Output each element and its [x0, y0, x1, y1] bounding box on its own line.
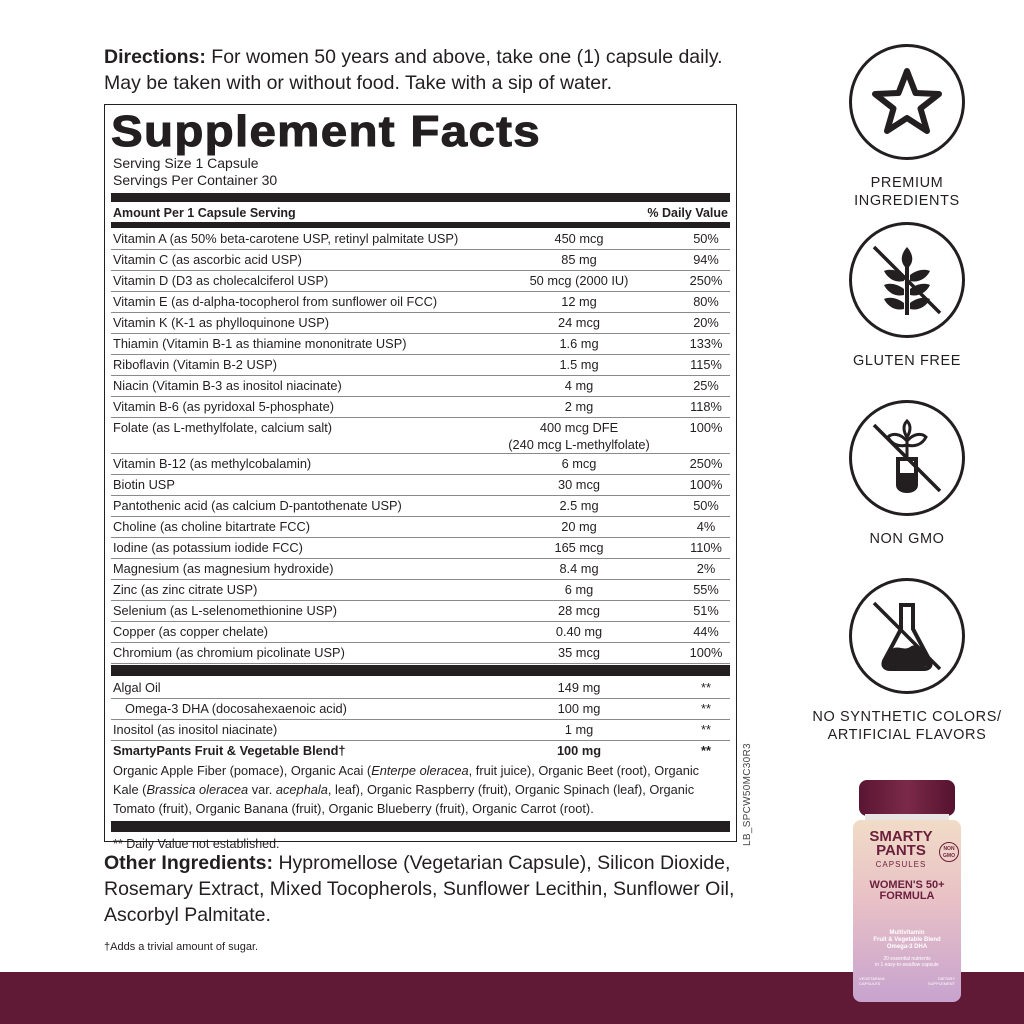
badge-non-gmo	[849, 400, 965, 548]
blend-name: SmartyPants Fruit & Vegetable Blend†	[113, 743, 346, 758]
nutrient-row	[111, 643, 730, 664]
nutrient-name: Biotin USP	[113, 477, 175, 492]
nutrient-dv: 25%	[693, 378, 719, 393]
nutrient-name: Vitamin E (as d-alpha-tocopherol from sunflower oil FCC)	[113, 294, 438, 309]
nutrient-dv: 118%	[690, 399, 722, 414]
product-bottle	[851, 778, 963, 1004]
star-icon	[852, 47, 962, 157]
nutrient-dv: 2%	[696, 561, 716, 576]
nutrient-row	[111, 517, 730, 538]
nutrient-amount: 100 mg	[557, 701, 601, 716]
nutrient-amount-line: (240 mcg L-methylfolate)	[508, 437, 650, 452]
nutrient-row	[111, 271, 730, 292]
nutrient-name: Choline (as choline bitartrate FCC)	[113, 519, 311, 534]
plant-test-tube-icon	[852, 403, 962, 513]
badge-label-line: ARTIFICIAL FLAVORS	[827, 727, 987, 743]
nutrient-row	[111, 250, 730, 271]
nutrient-name: Omega-3 DHA (docosahexaenoic acid)	[125, 701, 347, 716]
nutrient-name: Chromium (as chromium picolinate USP)	[113, 645, 345, 660]
nutrient-dv: **	[701, 701, 711, 716]
nutrient-amount: 2 mg	[564, 399, 594, 414]
nutrient-row	[111, 720, 730, 741]
bottle-brand	[851, 830, 951, 872]
nutrient-name: Vitamin K (K-1 as phylloquinone USP)	[113, 315, 329, 330]
nutrient-name: Algal Oil	[113, 680, 161, 695]
nutrient-row	[111, 678, 730, 699]
nutrient-amount: 12 mg	[561, 294, 597, 309]
facts-footnote: ** Daily Value not established.	[113, 837, 280, 851]
directions-body: For women 50 years and above, take one (1) capsule daily. May be taken with or without food. Take with a sip of water.	[104, 46, 723, 94]
bottle-sub-line: Fruit & Vegetable Blend	[873, 937, 941, 943]
nutrient-dv: 100%	[689, 477, 723, 492]
directions-text	[104, 44, 744, 96]
bottle-foot-left: VEGETARIAN CAPSULES	[859, 976, 885, 986]
blend-desc-italic: Enterpe oleracea	[371, 763, 469, 778]
nutrient-amount: 1 mg	[564, 722, 594, 737]
bottle-brand-line: PANTS	[876, 842, 926, 859]
nutrient-dv: 50%	[693, 231, 719, 246]
nutrient-amount: 2.5 mg	[559, 498, 599, 513]
nutrient-dv: 4%	[696, 519, 716, 534]
supplement-facts-panel	[104, 104, 737, 851]
nutrient-name: Copper (as copper chelate)	[113, 624, 269, 639]
nutrient-dv: 250%	[689, 273, 723, 288]
directions-label: Directions:	[104, 46, 206, 68]
nutrient-amount	[494, 419, 664, 451]
nutrient-amount: 30 mcg	[558, 477, 600, 492]
blend-desc-text: Organic Apple Fiber (pomace), Organic Acai (	[113, 763, 372, 778]
badge-label	[809, 174, 1005, 210]
nutrient-dv: 250%	[689, 456, 723, 471]
nutrient-name: Vitamin B-12 (as methylcobalamin)	[113, 456, 312, 471]
blend-desc-text: , fruit juice), Organic Beet (root), Organic Kale (	[113, 763, 700, 797]
nutrient-amount: 1.6 mg	[559, 336, 599, 351]
nutrient-name: Zinc (as zinc citrate USP)	[113, 582, 258, 597]
nutrient-row	[111, 334, 730, 355]
badge-circle	[849, 222, 965, 338]
sugar-note: †Adds a trivial amount of sugar.	[104, 941, 259, 953]
nutrient-name: Pantothenic acid (as calcium D-pantothenate USP)	[113, 498, 402, 513]
nutrient-row	[111, 418, 730, 454]
badge-label	[809, 530, 1005, 548]
nutrient-name: Thiamin (Vitamin B-1 as thiamine mononitrate USP)	[113, 336, 407, 351]
bottle-sub-line: Multivitamin	[889, 930, 925, 936]
nutrient-amount: 8.4 mg	[559, 561, 599, 576]
bottle-tagline	[851, 956, 963, 968]
nutrient-name: Vitamin A (as 50% beta-carotene USP, retinyl palmitate USP)	[113, 231, 459, 246]
nutrient-name: Selenium (as L-selenomethionine USP)	[113, 603, 338, 618]
nutrient-amount: 165 mcg	[554, 540, 604, 555]
bottle-foot-right: DIETARY SUPPLEMENT	[927, 976, 955, 986]
nutrient-amount: 20 mg	[561, 519, 597, 534]
facts-title: Supplement Facts	[111, 107, 542, 156]
blend-amount: 100 mg	[556, 743, 602, 758]
blend-description	[111, 761, 730, 821]
badge-label-line: NO SYNTHETIC COLORS/	[812, 709, 1002, 725]
servings-per-container: Servings Per Container 30	[113, 172, 278, 188]
blend-desc-text: , leaf), Organic Raspberry (fruit), Organic Spinach (leaf), Organic Tomato (fruit), Organic Banana (fruit), Organic Blueberry (fruit), Organic Carrot (root).	[113, 782, 695, 816]
badge-circle	[849, 400, 965, 516]
nutrient-amount: 6 mcg	[561, 456, 597, 471]
nutrient-amount: 24 mcg	[558, 315, 600, 330]
nutrient-name: Iodine (as potassium iodide FCC)	[113, 540, 303, 555]
nutrient-amount: 149 mg	[557, 680, 601, 695]
blend-dv: **	[701, 743, 711, 758]
badge-label-line: PREMIUM	[870, 175, 944, 191]
nutrient-dv: 133%	[689, 336, 723, 351]
nutrient-dv: 50%	[693, 498, 719, 513]
nutrient-row	[111, 622, 730, 643]
nutrient-dv: 110%	[690, 540, 722, 555]
divider-thick	[111, 665, 730, 676]
nutrient-name: Vitamin D (D3 as cholecalciferol USP)	[113, 273, 329, 288]
nutrient-row	[111, 496, 730, 517]
bottle-product-name	[851, 880, 963, 902]
badge-label-line: INGREDIENTS	[854, 193, 960, 209]
bottle-tag-line: in 1 easy-to-swallow capsule	[875, 962, 939, 968]
blend-row	[111, 741, 730, 761]
nutrient-dv: 100%	[689, 420, 723, 435]
nutrient-dv: 94%	[693, 252, 719, 267]
bottle-sub-line: Omega-3 DHA	[886, 944, 928, 950]
vitamin-list	[111, 229, 730, 664]
label-code: LB_SPCW50MC30R3	[742, 743, 753, 846]
nutrient-row	[111, 355, 730, 376]
nutrient-dv: 100%	[689, 645, 723, 660]
nutrient-dv: 20%	[693, 315, 719, 330]
other-ingredients-label: Other Ingredients:	[104, 852, 274, 874]
nutrient-amount: 85 mg	[561, 252, 597, 267]
nutrient-row	[111, 559, 730, 580]
blend-desc-italic: acephala	[275, 782, 328, 797]
nutrient-dv: **	[701, 680, 711, 695]
nutrient-dv: 115%	[690, 357, 722, 372]
serving-info	[111, 155, 730, 189]
nutrient-row	[111, 699, 730, 720]
nutrient-row	[111, 454, 730, 475]
nutrient-dv: 51%	[693, 603, 719, 618]
badge-circle	[849, 44, 965, 160]
non-gmo-seal: NON GMO	[939, 842, 959, 862]
nutrient-amount: 35 mcg	[558, 645, 600, 660]
nutrient-amount-line: 400 mcg DFE	[539, 420, 619, 435]
bottle-product-line: FORMULA	[879, 890, 935, 902]
badge-no-synthetic	[812, 578, 1002, 744]
wheat-icon	[852, 225, 962, 335]
flask-icon	[852, 581, 962, 691]
blend-desc-italic: Brassica oleracea	[146, 782, 249, 797]
nutrient-row	[111, 601, 730, 622]
nutrient-row	[111, 376, 730, 397]
badge-premium-ingredients	[849, 44, 965, 210]
nutrient-amount: 6 mg	[564, 582, 594, 597]
badge-label	[809, 352, 1005, 370]
nutrient-row	[111, 397, 730, 418]
nutrient-name: Vitamin C (as ascorbic acid USP)	[113, 252, 302, 267]
badge-label	[809, 708, 1005, 744]
badge-circle	[849, 578, 965, 694]
dv-header: % Daily Value	[647, 206, 728, 220]
bottle-product-line: WOMEN'S 50+	[869, 879, 945, 891]
nutrient-amount: 4 mg	[564, 378, 594, 393]
nutrient-amount: 0.40 mg	[555, 624, 603, 639]
other-ingredients	[104, 850, 744, 928]
divider-thick	[111, 193, 730, 202]
other-ingredients-body: Hypromellose (Vegetarian Capsule), Silicon Dioxide, Rosemary Extract, Mixed Tocopherols, Sunflower Lecithin, Sunflower Oil, Ascorbyl Palmitate.	[104, 852, 735, 926]
nutrient-name: Riboflavin (Vitamin B-2 USP)	[113, 357, 278, 372]
nutrient-dv: 80%	[693, 294, 719, 309]
nutrient-row	[111, 538, 730, 559]
nutrient-amount: 450 mcg	[554, 231, 604, 246]
nutrient-dv: 44%	[693, 624, 719, 639]
badge-gluten-free	[849, 222, 965, 370]
amount-header: Amount Per 1 Capsule Serving	[113, 206, 296, 220]
nutrient-amount: 1.5 mg	[559, 357, 599, 372]
nutrient-name: Magnesium (as magnesium hydroxide)	[113, 561, 334, 576]
nutrient-name: Inositol (as inositol niacinate)	[113, 722, 278, 737]
nutrient-row	[111, 313, 730, 334]
nutrient-name: Folate (as L-methylfolate, calcium salt)	[113, 420, 333, 435]
bottle-brand-line: SMARTY	[869, 828, 933, 845]
nutrient-row	[111, 229, 730, 250]
serving-size: Serving Size 1 Capsule	[113, 155, 259, 171]
facts-header-row	[111, 205, 730, 222]
bottle-subtitle	[851, 930, 963, 951]
bottle-tag-line: 20 essential nutrients	[883, 956, 931, 962]
nutrient-row	[111, 580, 730, 601]
divider-thick	[111, 821, 730, 832]
divider-medium	[111, 222, 730, 228]
badge-label-line: NON GMO	[869, 531, 945, 547]
nutrient-amount: 28 mcg	[558, 603, 600, 618]
blend-desc-text: var.	[248, 782, 276, 797]
other-nutrient-list	[111, 678, 730, 741]
badge-label-line: GLUTEN FREE	[852, 353, 962, 369]
nutrient-dv: **	[701, 722, 711, 737]
nutrient-row	[111, 475, 730, 496]
nutrient-amount: 50 mcg (2000 IU)	[529, 273, 629, 288]
nutrient-row	[111, 292, 730, 313]
bottle-brand-sub: CAPSULES	[875, 860, 927, 869]
nutrient-name: Vitamin B-6 (as pyridoxal 5-phosphate)	[113, 399, 334, 414]
nutrient-dv: 55%	[693, 582, 719, 597]
nutrient-name: Niacin (Vitamin B-3 as inositol niacinate)	[113, 378, 342, 393]
